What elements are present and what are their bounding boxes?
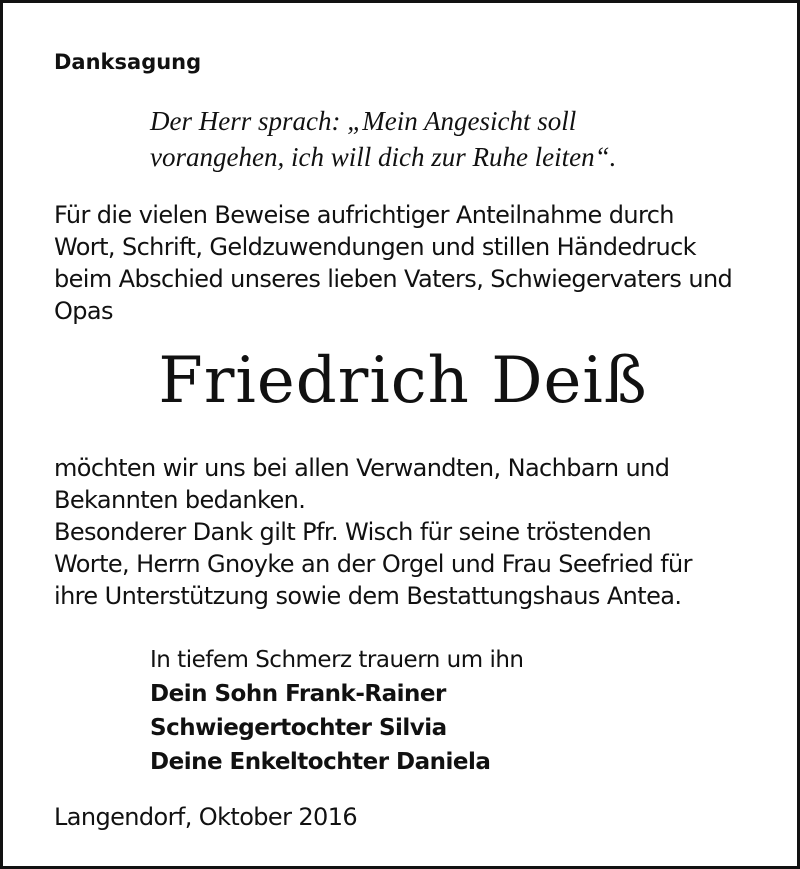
mourner-name: Deine Enkeltochter Daniela xyxy=(150,749,491,775)
deceased-name: Friedrich Deiß xyxy=(158,344,648,418)
mourners-block xyxy=(150,643,750,779)
intro-line: beim Abschied unseres lieben Vaters, Schwiegervaters und xyxy=(54,265,733,293)
thanks-line: Bekannten bedanken. xyxy=(54,486,306,514)
intro-paragraph xyxy=(54,199,774,327)
mourner-name: Schwiegertochter Silvia xyxy=(150,715,447,741)
place-and-date: Langendorf, Oktober 2016 xyxy=(54,803,358,831)
notice-heading: Danksagung xyxy=(54,50,202,74)
bible-quote xyxy=(150,103,750,175)
thanks-line: Worte, Herrn Gnoyke an der Orgel und Frau Seefried für xyxy=(54,550,692,578)
thanks-paragraph xyxy=(54,452,774,612)
thanks-line: Besonderer Dank gilt Pfr. Wisch für seine tröstenden xyxy=(54,518,652,546)
quote-line: Der Herr sprach: „Mein Angesicht soll xyxy=(150,106,577,136)
thanks-line: möchten wir uns bei allen Verwandten, Nachbarn und xyxy=(54,454,670,482)
mourning-intro: In tiefem Schmerz trauern um ihn xyxy=(150,647,524,673)
quote-line: vorangehen, ich will dich zur Ruhe leiten“. xyxy=(150,142,617,172)
intro-line: Opas xyxy=(54,297,113,325)
intro-line: Wort, Schrift, Geldzuwendungen und stillen Händedruck xyxy=(54,233,696,261)
thanks-line: ihre Unterstützung sowie dem Bestattungshaus Antea. xyxy=(54,582,682,610)
mourner-name: Dein Sohn Frank-Rainer xyxy=(150,681,446,707)
intro-line: Für die vielen Beweise aufrichtiger Anteilnahme durch xyxy=(54,201,674,229)
